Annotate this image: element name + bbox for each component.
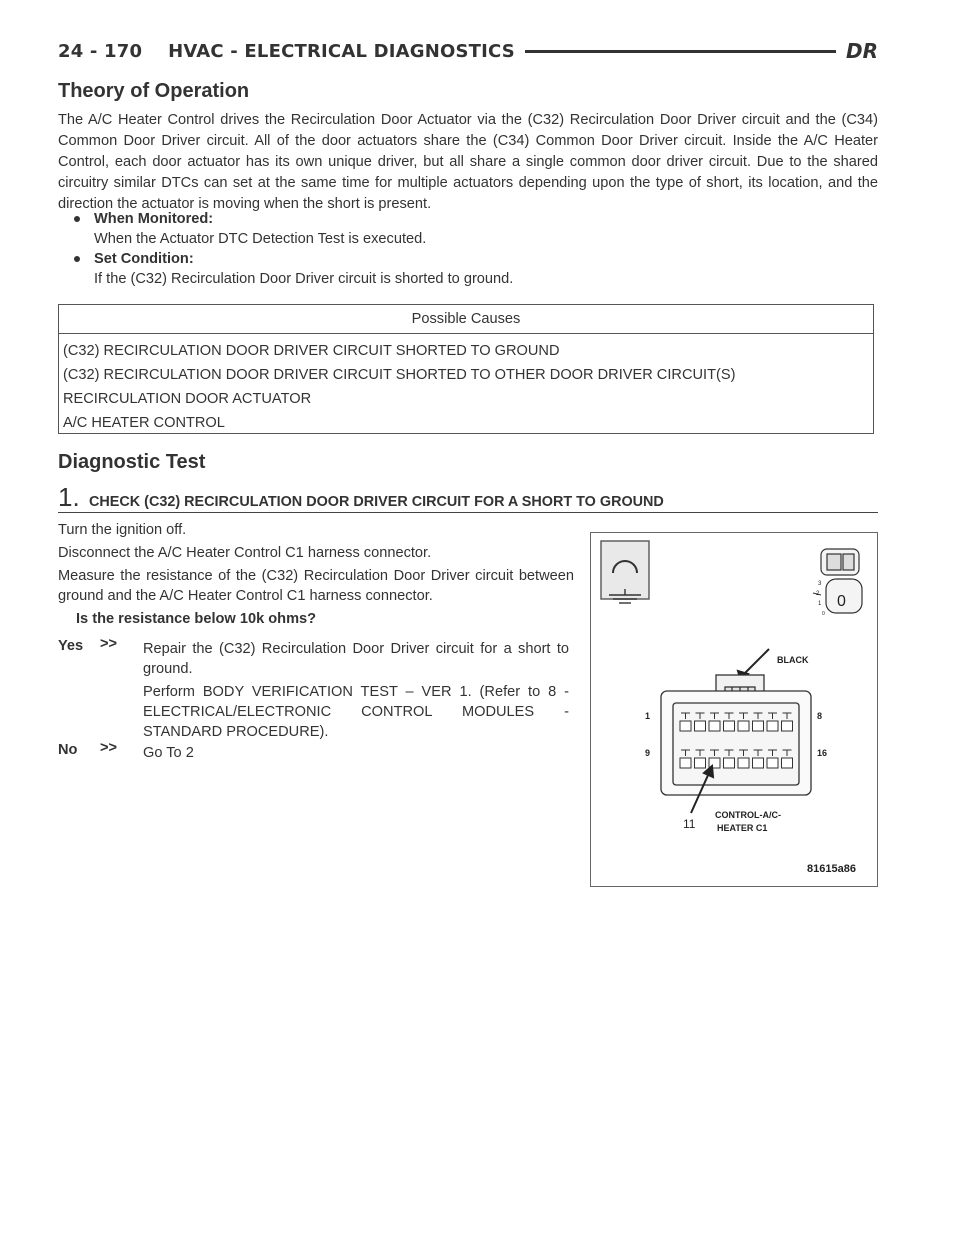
bullet-dot: [74, 216, 80, 222]
no-action: Go To 2: [143, 745, 194, 761]
pin-cavity: [738, 721, 749, 731]
pin-cavity: [753, 721, 764, 731]
connector-name-line2: HEATER C1: [717, 823, 768, 833]
pin-cavity: [767, 721, 778, 731]
pin-cavity: [709, 721, 720, 731]
step-question: Is the resistance below 10k ohms?: [76, 611, 317, 627]
yes-action: Repair the (C32) Recirculation Door Driver circuit for a short to ground.: [143, 641, 569, 677]
connector-drawing: [591, 533, 879, 888]
bullet-label: Set Condition:: [94, 251, 194, 267]
yes-label: Yes: [58, 638, 84, 654]
yes-action: Perform BODY VERIFICATION TEST – VER 1. (Refer to 8 - ELECTRICAL/ELECTRONIC CONTROL MODULES - STANDARD PROCEDURE).: [143, 684, 569, 740]
cause-item: (C32) RECIRCULATION DOOR DRIVER CIRCUIT SHORTED TO OTHER DOOR DRIVER CIRCUIT(S): [63, 367, 736, 383]
bullet-text: When the Actuator DTC Detection Test is executed.: [94, 231, 427, 247]
step-header: [58, 482, 878, 513]
connector-name-line1: CONTROL-A/C-: [715, 810, 781, 820]
harness-connector: [661, 675, 811, 795]
probe-pin-label: 11: [683, 817, 696, 831]
meter-scale-label: 0: [822, 611, 825, 617]
cause-item: A/C HEATER CONTROL: [63, 415, 225, 431]
diagnostic-heading: Diagnostic Test: [58, 451, 206, 473]
page-header: [58, 38, 878, 64]
meter-reading: 0: [837, 593, 846, 610]
connector-figure: [590, 532, 878, 887]
theory-heading: Theory of Operation: [58, 80, 250, 102]
pin-cavity: [695, 721, 706, 731]
meter-scale-label: 2: [816, 591, 820, 597]
no-label: No: [58, 742, 78, 758]
pin-cavity: [767, 758, 778, 768]
theory-paragraph: The A/C Heater Control drives the Recirculation Door Actuator via the (C32) Recirculation Door Driver circuit and the (C34) Common Door Driver circuit. All of the door actuators share the (C34) Common Door Driver circuit. Inside the A/C Heater Control, each door actuator has its own unique driver, but all share a single common door driver circuit. Due to the shared circuitry similar DTCs can set at the same time for multiple actuators depending upon the type of short, its location, and the direction the actuator is moving when the short is present.: [58, 112, 878, 212]
pin-cavity: [724, 758, 735, 768]
pin-label: 16: [817, 748, 828, 758]
meter-scale-label: 3: [818, 581, 822, 587]
pin-cavity: [782, 758, 793, 768]
bullet-dot: [74, 256, 80, 262]
pin-cavity: [782, 721, 793, 731]
pin-label: 9: [645, 748, 651, 758]
pin-cavity: [695, 758, 706, 768]
possible-causes-title: Possible Causes: [59, 305, 873, 334]
header-rule: [525, 50, 836, 53]
pin-cavity: [738, 758, 749, 768]
pin-cavity: [753, 758, 764, 768]
figure-id: 81615a86: [807, 863, 856, 875]
bullet-text: If the (C32) Recirculation Door Driver circuit is shorted to ground.: [94, 271, 514, 287]
pin-label: 1: [645, 711, 651, 721]
no-arrow: >>: [100, 740, 118, 756]
step-title: CHECK (C32) RECIRCULATION DOOR DRIVER CIRCUIT FOR A SHORT TO GROUND: [89, 494, 664, 510]
pin-label: 8: [817, 711, 823, 721]
bullet-when-monitored: [76, 209, 856, 249]
header-section-title: 24 - 170 HVAC - ELECTRICAL DIAGNOSTICS: [58, 40, 515, 62]
possible-causes-table: [58, 304, 874, 434]
wire-color-label: BLACK: [777, 655, 809, 665]
cause-item: RECIRCULATION DOOR ACTUATOR: [63, 391, 312, 407]
instruction-line: Measure the resistance of the (C32) Recirculation Door Driver circuit between ground and the A/C Heater Control C1 harness connector.: [58, 568, 574, 604]
yes-arrow: >>: [100, 636, 118, 652]
meter-scale-label: 1: [818, 601, 822, 607]
pin-cavity: [680, 758, 691, 768]
pin-cavity: [680, 721, 691, 731]
bullet-label: When Monitored:: [94, 211, 214, 227]
instruction-line: Disconnect the A/C Heater Control C1 harness connector.: [58, 545, 432, 561]
ohm-ground-icon: [601, 541, 649, 603]
header-model-code: DR: [845, 39, 878, 63]
cause-item: (C32) RECIRCULATION DOOR DRIVER CIRCUIT SHORTED TO GROUND: [63, 343, 560, 359]
pin-cavity: [724, 721, 735, 731]
bullet-set-condition: [76, 249, 856, 289]
step-number: 1.: [58, 482, 80, 512]
instruction-line: Turn the ignition off.: [58, 522, 187, 538]
